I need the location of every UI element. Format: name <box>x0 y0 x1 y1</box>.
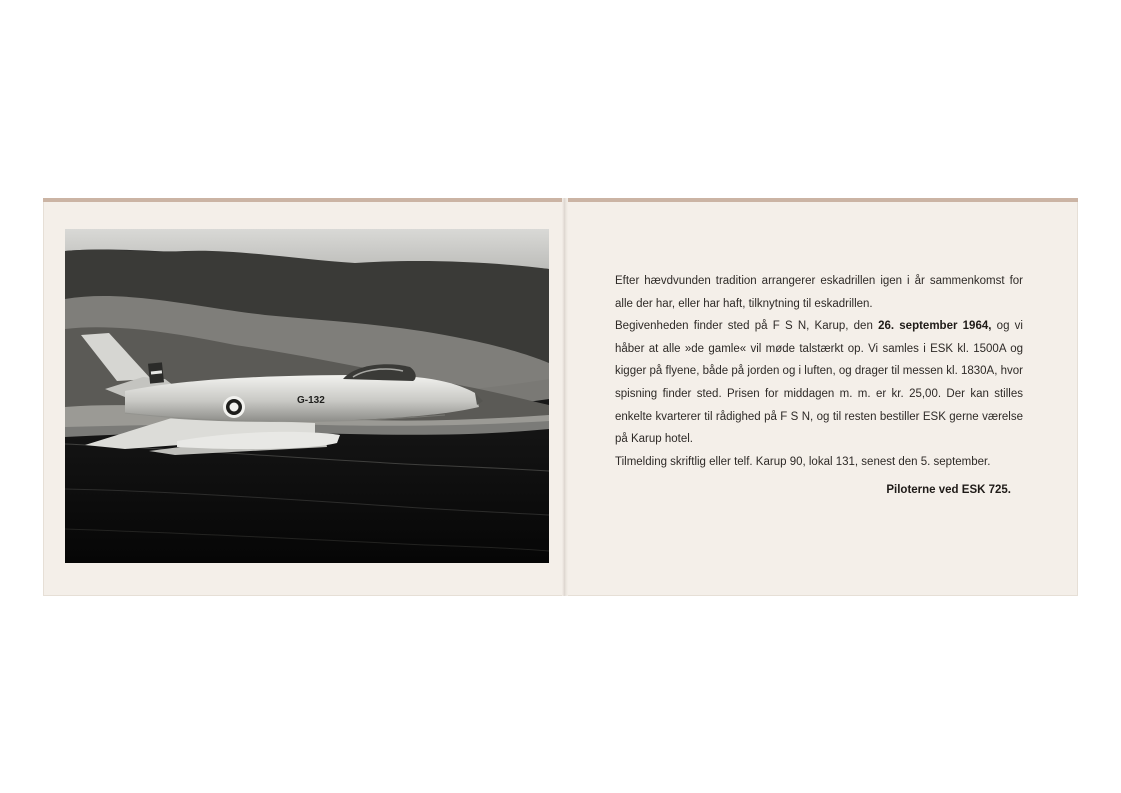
signature: Piloterne ved ESK 725. <box>886 484 1011 496</box>
card-fold <box>562 198 568 596</box>
invitation-card <box>43 198 1078 596</box>
details-text-start: Begivenheden finder sted på F S N, Karup, den <box>615 320 879 333</box>
paragraph-intro: Efter hævdvunden tradition arrangerer eskadrillen igen i år sammenkomst for alle der har, eller har haft, tilknytning til eskadrillen. <box>615 275 1023 310</box>
aircraft-marking: G-132 <box>297 395 325 406</box>
invitation-text <box>615 270 1023 473</box>
event-date: 26. september 1964, <box>878 320 992 333</box>
paragraph-registration: Tilmelding skriftlig eller telf. Karup 90, lokal 131, senest den 5. september. <box>615 455 991 468</box>
paragraph-details <box>615 315 1023 451</box>
aircraft-photo <box>65 229 549 563</box>
details-text-end: og vi håber at alle »de gamle« vil møde talstærkt op. Vi samles i ESK kl. 1500A og kigger på flyene, både på jorden og i luften, og drager til messen kl. 1830A, hvor spisning finder sted. Prisen for middagen m. m. er kr. 25,00. Der kan stilles enkelte kvarterer til rådighed på F S N, og til resten bestiller ESK gerne værelse på Karup hotel. <box>615 320 1023 446</box>
card-top-edge <box>43 198 1078 202</box>
